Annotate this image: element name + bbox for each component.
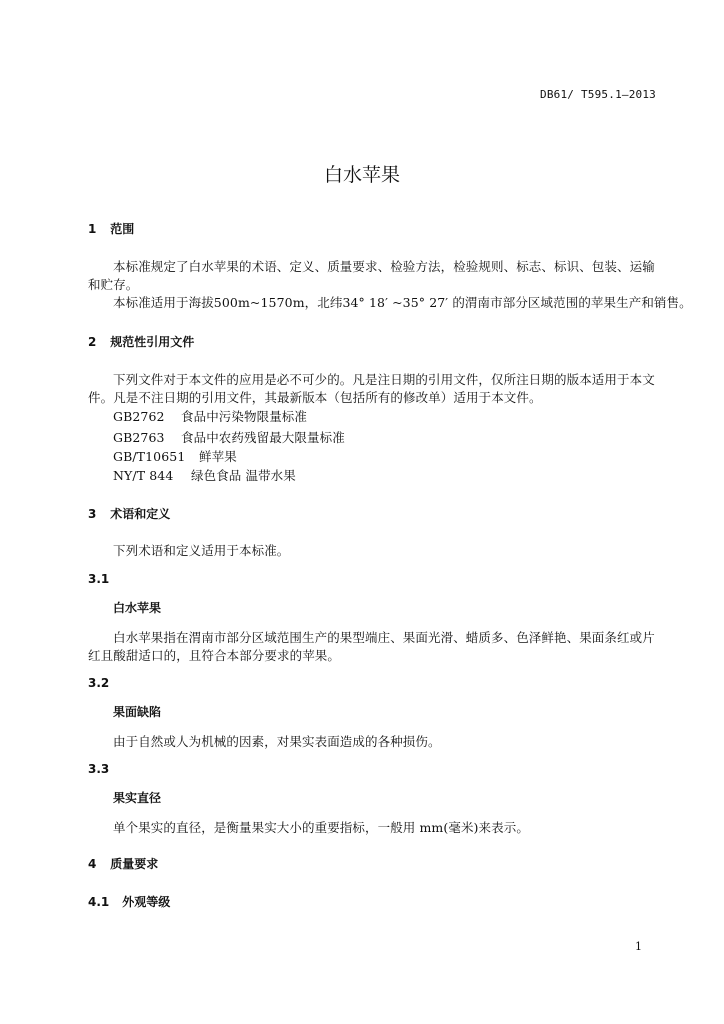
reference-item: [113, 447, 237, 465]
section-2-heading: [88, 333, 194, 350]
subsection-number: 3.3: [88, 762, 110, 776]
subsection-number: 3.2: [88, 676, 110, 690]
paragraph-line: 单个果实的直径，是衡量果实大小的重要指标，一般用 mm(毫米)来表示。: [113, 820, 529, 835]
document-code: DB61/ T595.1—2013: [540, 88, 656, 101]
reference-item: [113, 407, 307, 425]
section-number: 2: [88, 335, 97, 349]
paragraph-line: 由于自然或人为机械的因素，对果实表面造成的各种损伤。: [113, 734, 441, 749]
reference-code: GB2762: [113, 409, 165, 424]
section-number: 4: [88, 857, 97, 871]
paragraph-line: 下列术语和定义适用于本标准。: [113, 543, 290, 558]
paragraph-line: 本标准适用于海拔500m~1570m，北纬34° 18′ ~35° 27′ 的渭南市部分区域范围的苹果生产和销售。: [113, 295, 692, 310]
section-1-heading: [88, 220, 134, 237]
subsection-title: 外观等级: [122, 895, 171, 909]
reference-code: GB/T10651: [113, 449, 186, 464]
section-title: 范围: [110, 222, 135, 236]
term-heading: 果实直径: [113, 791, 162, 805]
reference-name: 食品中农药残留最大限量标准: [181, 430, 345, 445]
paragraph-line: 白水苹果指在渭南市部分区域范围生产的果型端庄、果面光滑、蜡质多、色泽鲜艳、果面条红或片: [113, 630, 655, 645]
reference-name: 食品中污染物限量标准: [181, 409, 308, 424]
subsection-number: 4.1: [88, 895, 110, 909]
page-title: 白水苹果: [323, 164, 400, 186]
section-number: 1: [88, 222, 97, 236]
paragraph-line: 和贮存。: [88, 277, 139, 292]
paragraph-line: 件。凡是不注日期的引用文件，其最新版本（包括所有的修改单）适用于本文件。: [88, 390, 542, 405]
section-number: 3: [88, 507, 97, 521]
term-heading: 白水苹果: [113, 601, 162, 615]
section-3-heading: [88, 505, 170, 522]
page-number: 1: [635, 940, 642, 953]
reference-name: 绿色食品 温带水果: [191, 468, 296, 483]
subsection-number: 3.1: [88, 572, 110, 586]
section-title: 术语和定义: [110, 507, 171, 521]
section-title: 规范性引用文件: [110, 335, 195, 349]
paragraph-line: 红且酸甜适口的，且符合本部分要求的苹果。: [88, 648, 341, 663]
reference-item: [113, 466, 296, 484]
reference-name: 鲜苹果: [199, 449, 237, 464]
reference-item: [113, 428, 345, 446]
section-title: 质量要求: [110, 857, 159, 871]
paragraph-line: 本标准规定了白水苹果的术语、定义、质量要求、检验方法，检验规则、标志、标识、包装、运输: [113, 259, 655, 274]
subsection-heading: [88, 893, 170, 910]
section-4-heading: [88, 855, 158, 872]
paragraph-line: 下列文件对于本文件的应用是必不可少的。凡是注日期的引用文件，仅所注日期的版本适用于本文: [113, 372, 655, 387]
reference-code: NY/T 844: [113, 468, 174, 483]
reference-code: GB2763: [113, 430, 165, 445]
term-heading: 果面缺陷: [113, 705, 162, 719]
